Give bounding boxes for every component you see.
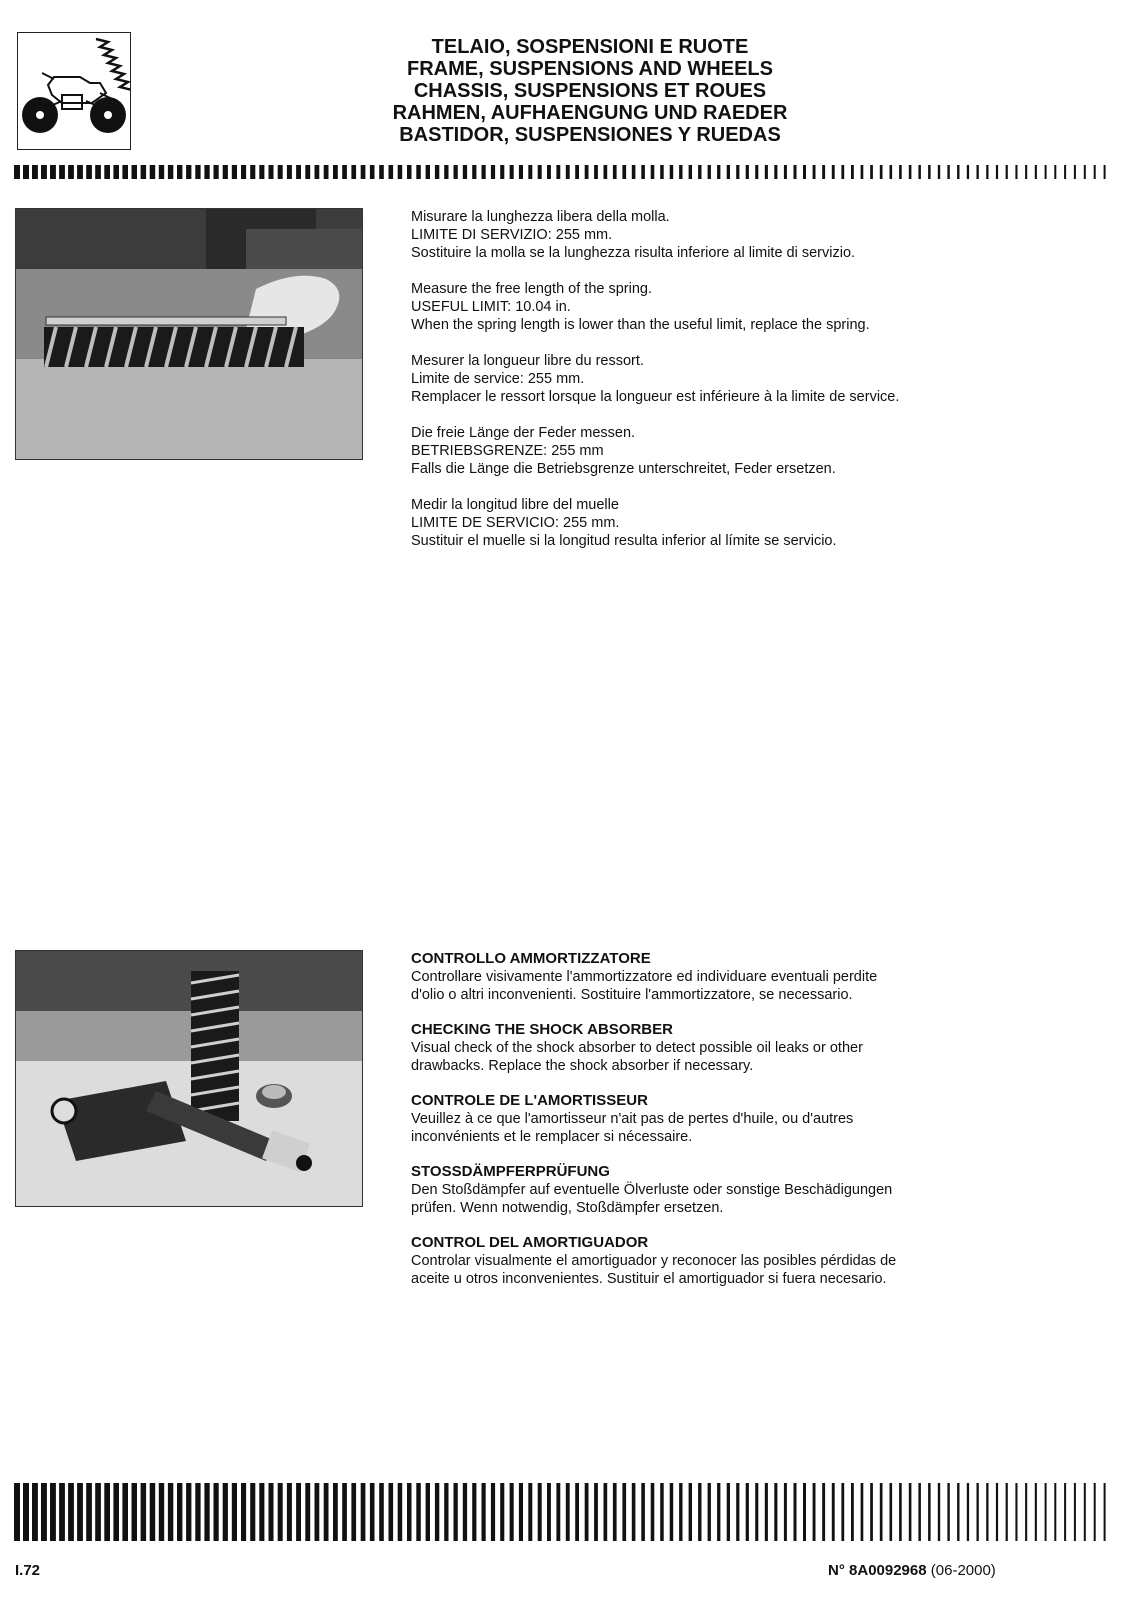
divider-bar [342, 165, 347, 179]
text-line: aceite u otros inconvenientes. Sustituir el amortiguador si fuera necesario. [411, 1271, 887, 1287]
divider-bar [765, 1483, 768, 1541]
divider-bar [622, 165, 626, 179]
doc-date: (06-2000) [930, 1562, 996, 1579]
divider-bar [278, 1483, 283, 1541]
divider-bar [435, 165, 439, 179]
divider-bar [717, 1483, 720, 1541]
divider-bar [232, 1483, 237, 1541]
divider-bar [613, 1483, 617, 1541]
divider-bar [880, 1483, 883, 1541]
divider-bar [500, 1483, 504, 1541]
divider-bar [604, 165, 608, 179]
spring-paragraph-it [411, 208, 1101, 262]
text-line: LIMITE DE SERVICIO: 255 mm. [411, 515, 620, 531]
section-heading: STOSSDÄMPFERPRÜFUNG [411, 1163, 610, 1180]
divider-bar [996, 165, 998, 179]
divider-bar [398, 165, 403, 179]
divider-bar [1025, 165, 1027, 179]
divider-bar [77, 1483, 83, 1541]
text-line: Limite de service: 255 mm. [411, 371, 585, 387]
divider-bar [909, 165, 912, 179]
title-en: FRAME, SUSPENSIONS AND WHEELS [407, 58, 773, 80]
divider-bar [351, 1483, 356, 1541]
divider-bar [259, 165, 264, 179]
divider-bar [746, 165, 749, 179]
shock-instructions [411, 950, 1101, 1305]
divider-bar [909, 1483, 912, 1541]
divider-bar [510, 1483, 514, 1541]
divider-bar [660, 165, 664, 179]
bottom-barcode-divider [14, 1483, 1106, 1541]
divider-bar [899, 1483, 902, 1541]
divider-bar [168, 1483, 173, 1541]
divider-bar [1006, 165, 1008, 179]
divider-bar [528, 1483, 532, 1541]
spring-paragraph-fr [411, 352, 1101, 406]
divider-bar [454, 1483, 458, 1541]
title-es: BASTIDOR, SUSPENSIONES Y RUEDAS [399, 124, 781, 146]
divider-bar [727, 1483, 730, 1541]
divider-bar [566, 1483, 570, 1541]
divider-bar [575, 165, 579, 179]
divider-bar [841, 165, 844, 179]
divider-bar [482, 1483, 486, 1541]
divider-bar [967, 1483, 969, 1541]
divider-bar [698, 1483, 701, 1541]
divider-bar [287, 165, 292, 179]
divider-bar [918, 1483, 921, 1541]
divider-bar [361, 165, 366, 179]
divider-bar [870, 165, 873, 179]
text-line: Medir la longitud libre del muelle [411, 497, 619, 513]
divider-bar [670, 1483, 674, 1541]
text-line: Remplacer le ressort lorsque la longueur est inférieure à la limite de service. [411, 389, 900, 405]
divider-bar [150, 165, 156, 179]
divider-bar [113, 1483, 119, 1541]
divider-bar [223, 1483, 228, 1541]
section-heading: CHECKING THE SHOCK ABSORBER [411, 1021, 673, 1038]
divider-bar [77, 165, 83, 179]
divider-bar [426, 165, 430, 179]
divider-bar [407, 1483, 412, 1541]
divider-bar [736, 1483, 739, 1541]
text-line: Den Stoßdämpfer auf eventuelle Ölverluste oder sonstige Beschädigungen [411, 1182, 893, 1198]
divider-bar [454, 165, 458, 179]
divider-bar [324, 1483, 329, 1541]
divider-bar [594, 165, 598, 179]
title-it: TELAIO, SOSPENSIONI E RUOTE [431, 36, 749, 58]
divider-bar [851, 1483, 854, 1541]
divider-bar [150, 1483, 156, 1541]
divider-bar [250, 1483, 255, 1541]
divider-bar [556, 1483, 560, 1541]
divider-bar [259, 1483, 264, 1541]
divider-bar [832, 165, 835, 179]
divider-bar [746, 1483, 749, 1541]
shock-section-fr [411, 1092, 1101, 1146]
divider-bar [977, 1483, 979, 1541]
divider-bar [1074, 1483, 1076, 1541]
divider-bar [851, 165, 854, 179]
text-line: Veuillez à ce que l'amortisseur n'ait pas de pertes d'huile, ou d'autres [411, 1111, 854, 1127]
divider-bar [104, 1483, 110, 1541]
divider-bar [361, 1483, 366, 1541]
divider-bar [784, 165, 787, 179]
divider-bar [315, 1483, 320, 1541]
divider-bar [204, 1483, 209, 1541]
text-line: Die freie Länge der Feder messen. [411, 425, 636, 441]
divider-bar [670, 165, 674, 179]
divider-bar [689, 165, 692, 179]
text-line: Visual check of the shock absorber to detect possible oil leaks or other [411, 1040, 863, 1056]
divider-bar [803, 165, 806, 179]
divider-bar [491, 165, 495, 179]
divider-bar [32, 1483, 38, 1541]
divider-bar [538, 1483, 542, 1541]
chapter-title [300, 36, 880, 146]
divider-bar [463, 165, 467, 179]
divider-bar [755, 1483, 758, 1541]
divider-bar [1045, 1483, 1047, 1541]
divider-bar [41, 1483, 47, 1541]
divider-bar [195, 165, 200, 179]
divider-bar [269, 1483, 274, 1541]
divider-bar [472, 1483, 476, 1541]
text-line: LIMITE DI SERVIZIO: 255 mm. [411, 227, 613, 243]
spring-paragraph-de [411, 424, 1101, 478]
divider-bar [1084, 165, 1086, 179]
text-line: Falls die Länge die Betriebsgrenze unterschreitet, Feder ersetzen. [411, 461, 836, 477]
divider-bar [861, 165, 864, 179]
divider-bar [426, 1483, 430, 1541]
divider-bar [510, 165, 514, 179]
divider-bar [351, 165, 356, 179]
document-number [828, 1562, 996, 1579]
divider-bar [333, 1483, 338, 1541]
divider-bar [186, 165, 191, 179]
divider-bar [794, 1483, 797, 1541]
divider-bar [708, 1483, 711, 1541]
text-line: BETRIEBSGRENZE: 255 mm [411, 443, 604, 459]
divider-bar [813, 165, 816, 179]
text-line: inconvénients et le remplacer si nécessaire. [411, 1129, 693, 1145]
text-line: Controllare visivamente l'ammortizzatore ed individuare eventuali perdite [411, 969, 878, 985]
divider-bar [287, 1483, 292, 1541]
divider-bar [23, 165, 29, 179]
divider-bar [689, 1483, 692, 1541]
divider-bar [86, 1483, 92, 1541]
text-line: d'olio o altri inconvenienti. Sostituire l'ammortizzatore, se necessario. [411, 987, 853, 1003]
text-line: drawbacks. Replace the shock absorber if necessary. [411, 1058, 754, 1074]
divider-bar [204, 165, 209, 179]
shock-section-de [411, 1163, 1101, 1217]
divider-bar [232, 165, 237, 179]
divider-bar [679, 1483, 682, 1541]
text-line: Sustituir el muelle si la longitud resulta inferior al límite se servicio. [411, 533, 837, 549]
divider-bar [122, 1483, 128, 1541]
divider-bar [1104, 165, 1106, 179]
divider-bar [938, 165, 940, 179]
divider-bar [305, 165, 310, 179]
spring-paragraph-en [411, 280, 1101, 334]
divider-bar [315, 165, 320, 179]
top-barcode-divider [14, 165, 1106, 179]
divider-bar [861, 1483, 864, 1541]
divider-bar [1025, 1483, 1027, 1541]
shock-section-en [411, 1021, 1101, 1075]
divider-bar [168, 165, 173, 179]
page-number: I.72 [15, 1562, 41, 1579]
divider-bar [1054, 165, 1056, 179]
divider-bar [765, 165, 768, 179]
divider-bar [890, 165, 893, 179]
divider-bar [938, 1483, 940, 1541]
divider-bar [86, 165, 92, 179]
divider-bar [95, 1483, 101, 1541]
divider-bar [195, 1483, 200, 1541]
divider-bar [547, 165, 551, 179]
divider-bar [698, 165, 701, 179]
divider-bar [333, 165, 338, 179]
divider-bar [177, 1483, 182, 1541]
divider-bar [141, 1483, 147, 1541]
text-line: Mesurer la longueur libre du ressort. [411, 353, 644, 369]
section-heading: CONTROLE DE L'AMORTISSEUR [411, 1092, 648, 1109]
divider-bar [774, 1483, 777, 1541]
divider-bar [482, 165, 486, 179]
divider-bar [977, 165, 979, 179]
divider-bar [500, 165, 504, 179]
divider-bar [379, 165, 384, 179]
divider-bar [957, 1483, 959, 1541]
divider-bar [1015, 165, 1017, 179]
divider-bar [324, 165, 329, 179]
divider-bar [214, 165, 219, 179]
divider-bar [660, 1483, 664, 1541]
text-line: When the spring length is lower than the useful limit, replace the spring. [411, 317, 870, 333]
divider-bar [463, 1483, 467, 1541]
text-line: Measure the free length of the spring. [411, 281, 653, 297]
divider-bar [890, 1483, 893, 1541]
divider-bar [736, 165, 739, 179]
divider-bar [613, 165, 617, 179]
divider-bar [1035, 1483, 1037, 1541]
divider-bar [632, 1483, 636, 1541]
shock-absorber-photo [15, 950, 363, 1207]
divider-bar [159, 165, 164, 179]
divider-bar [585, 1483, 589, 1541]
divider-bar [566, 165, 570, 179]
divider-bar [622, 1483, 626, 1541]
divider-bar [59, 1483, 65, 1541]
title-fr: CHASSIS, SUSPENSIONS ET ROUES [413, 80, 767, 102]
divider-bar [918, 165, 921, 179]
text-line: Sostituire la molla se la lunghezza risulta inferiore al limite di servizio. [411, 245, 856, 261]
divider-bar [113, 165, 119, 179]
spring-instructions [411, 208, 1101, 568]
divider-bar [241, 1483, 246, 1541]
divider-bar [519, 165, 523, 179]
divider-bar [68, 165, 74, 179]
divider-bar [68, 1483, 74, 1541]
divider-bar [708, 165, 711, 179]
title-de: RAHMEN, AUFHAENGUNG UND RAEDER [392, 102, 788, 124]
divider-bar [774, 165, 777, 179]
divider-bar [986, 1483, 988, 1541]
divider-bar [651, 165, 655, 179]
doc-prefix: N° [828, 1562, 845, 1579]
divider-bar [986, 165, 988, 179]
divider-bar [870, 1483, 873, 1541]
divider-bar [14, 1483, 20, 1541]
divider-bar [1094, 165, 1096, 179]
divider-bar [957, 165, 959, 179]
divider-bar [416, 165, 421, 179]
text-line: Misurare la lunghezza libera della molla. [411, 209, 670, 225]
divider-bar [1074, 165, 1076, 179]
divider-bar [841, 1483, 844, 1541]
divider-bar [538, 165, 542, 179]
divider-bar [928, 1483, 931, 1541]
divider-bar [1084, 1483, 1086, 1541]
divider-bar [32, 165, 38, 179]
divider-bar [528, 165, 532, 179]
divider-bar [519, 1483, 523, 1541]
divider-bar [398, 1483, 403, 1541]
divider-bar [296, 1483, 301, 1541]
divider-bar [1006, 1483, 1008, 1541]
divider-bar [50, 165, 56, 179]
divider-bar [14, 165, 20, 179]
divider-bar [379, 1483, 384, 1541]
divider-bar [177, 165, 182, 179]
divider-bar [416, 1483, 421, 1541]
divider-bar [1045, 165, 1047, 179]
shock-section-es [411, 1234, 1101, 1288]
divider-bar [159, 1483, 164, 1541]
divider-bar [1015, 1483, 1017, 1541]
divider-bar [803, 1483, 806, 1541]
divider-bar [370, 1483, 375, 1541]
divider-bar [813, 1483, 816, 1541]
divider-bar [556, 165, 560, 179]
divider-bar [59, 165, 65, 179]
divider-bar [822, 1483, 825, 1541]
divider-bar [755, 165, 758, 179]
divider-bar [651, 1483, 655, 1541]
divider-bar [370, 165, 375, 179]
divider-bar [547, 1483, 551, 1541]
divider-bar [1064, 1483, 1066, 1541]
divider-bar [104, 165, 110, 179]
divider-bar [23, 1483, 29, 1541]
divider-bar [947, 165, 949, 179]
divider-bar [435, 1483, 439, 1541]
divider-bar [250, 165, 255, 179]
divider-bar [269, 165, 274, 179]
divider-bar [41, 165, 47, 179]
divider-bar [50, 1483, 56, 1541]
shock-section-it [411, 950, 1101, 1004]
divider-bar [389, 165, 394, 179]
divider-bar [389, 1483, 394, 1541]
divider-bar [95, 165, 101, 179]
divider-bar [491, 1483, 495, 1541]
divider-bar [832, 1483, 835, 1541]
divider-bar [214, 1483, 219, 1541]
divider-bar [1104, 1483, 1106, 1541]
divider-bar [947, 1483, 949, 1541]
divider-bar [880, 165, 883, 179]
divider-bar [444, 165, 448, 179]
divider-bar [122, 165, 128, 179]
divider-bar [679, 165, 682, 179]
divider-bar [132, 165, 138, 179]
divider-bar [717, 165, 720, 179]
divider-bar [296, 165, 301, 179]
divider-bar [996, 1483, 998, 1541]
divider-bar [1035, 165, 1037, 179]
divider-bar [223, 165, 228, 179]
divider-bar [575, 1483, 579, 1541]
spring-paragraph-es [411, 496, 1101, 550]
divider-bar [641, 1483, 645, 1541]
divider-bar [141, 165, 147, 179]
divider-bar [585, 165, 589, 179]
divider-bar [822, 165, 825, 179]
divider-bar [604, 1483, 608, 1541]
motorcycle-spring-icon [17, 32, 131, 150]
doc-code: 8A0092968 [849, 1562, 927, 1579]
section-heading: CONTROL DEL AMORTIGUADOR [411, 1234, 649, 1251]
divider-bar [594, 1483, 598, 1541]
text-line: prüfen. Wenn notwendig, Stoßdämpfer ersetzen. [411, 1200, 724, 1216]
divider-bar [278, 165, 283, 179]
divider-bar [727, 165, 730, 179]
divider-bar [305, 1483, 310, 1541]
divider-bar [784, 1483, 787, 1541]
divider-bar [342, 1483, 347, 1541]
divider-bar [407, 165, 412, 179]
text-line: Controlar visualmente el amortiguador y reconocer las posibles pérdidas de [411, 1253, 897, 1269]
spring-measurement-photo [15, 208, 363, 460]
divider-bar [1094, 1483, 1096, 1541]
divider-bar [967, 165, 969, 179]
divider-bar [632, 165, 636, 179]
text-line: USEFUL LIMIT: 10.04 in. [411, 299, 571, 315]
divider-bar [899, 165, 902, 179]
divider-bar [1054, 1483, 1056, 1541]
divider-bar [794, 165, 797, 179]
divider-bar [928, 165, 931, 179]
divider-bar [1064, 165, 1066, 179]
section-heading: CONTROLLO AMMORTIZZATORE [411, 950, 651, 967]
divider-bar [641, 165, 645, 179]
divider-bar [186, 1483, 191, 1541]
divider-bar [472, 165, 476, 179]
divider-bar [132, 1483, 138, 1541]
divider-bar [241, 165, 246, 179]
divider-bar [444, 1483, 448, 1541]
